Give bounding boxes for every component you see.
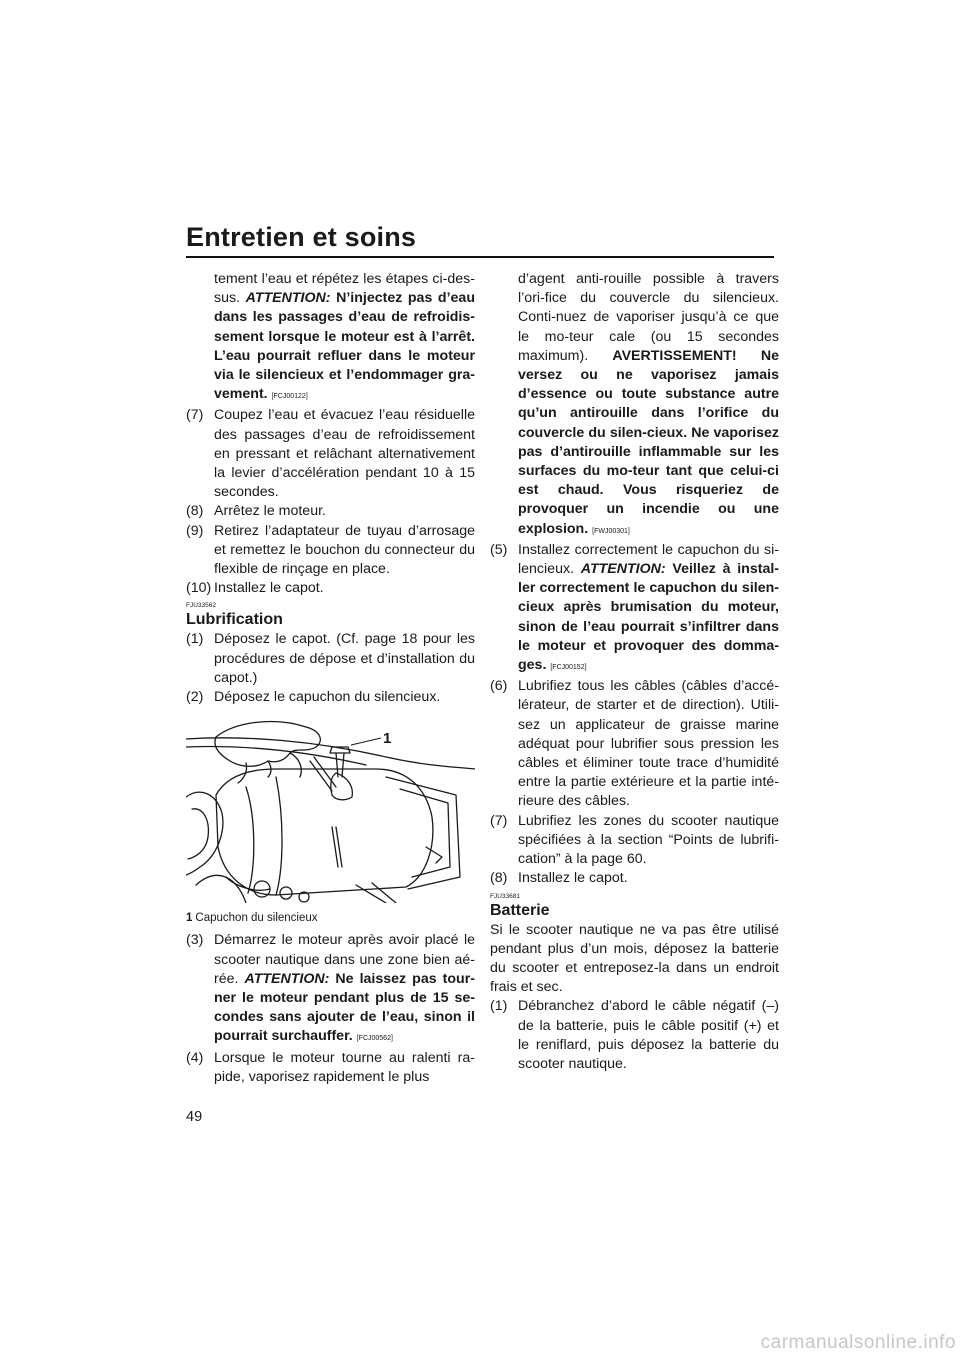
title-rule <box>186 256 774 258</box>
reference-code: [FCJ00562] <box>356 1035 393 1043</box>
list-item: (10) Installez le capot. <box>186 580 324 597</box>
list-item: (3) Démarrez le moteur après avoir placé le scooter nautique dans une zone bien aé-rée. ATTENTION: Ne laissez pas tour-ner le moteur pendant plus de 15 se-condes sans ajouter de l’eau, sinon il pourrait surchauffer. [FCJ00562] <box>186 932 475 1045</box>
list-item: (5) Installez correctement le capuchon du si-lencieux. ATTENTION: Veillez à instal-ler correctement le capuchon du silen-cieux après brumisation du moteur, sinon de l’eau pourrait s’infiltrer dans le moteur et provoquer des domma-ges. [FCJ00152] <box>490 541 780 674</box>
list-item: (6) Lubrifiez tous les câbles (câbles d’accé-lérateur, de starter et de direction). Utili-sez un applicateur de graisse marine adéquat pour lubrifier sous pression les câbles et éliminer toute trace d’humidité entre la partie extérieure et la partie inté-rieure des câbles. <box>490 678 779 810</box>
page-number: 49 <box>186 1109 203 1125</box>
muffler-cap-illustration <box>186 717 475 903</box>
list-item: (8) Installez le capot. <box>490 870 628 887</box>
figure-callout: 1 <box>383 730 392 748</box>
attention-label: ATTENTION: <box>244 970 330 987</box>
figure-caption: 1 Capuchon du silencieux <box>186 912 318 925</box>
list-item: (8) Arrêtez le moteur. <box>186 503 326 520</box>
list-item: (1) Débranchez d’abord le câble négatif (–) de la batterie, puis le câble positif (+) et le reniflard, puis déposez la batterie du scooter nautique. <box>490 998 779 1072</box>
continued-paragraph <box>490 270 779 541</box>
list-item: (7) Coupez l’eau et évacuez l’eau résiduelle des passages d’eau de refroidissement en pressant et relâchant alternativement la levier d’accélération pendant 10 à 15 secondes. <box>186 407 475 501</box>
section-code: FJU33681 <box>490 892 520 900</box>
left-column <box>186 270 475 1087</box>
page-title: Entretien et soins <box>186 222 417 252</box>
attention-label: ATTENTION: <box>580 561 666 578</box>
reference-code: [FWJ00301] <box>592 527 630 535</box>
right-column <box>490 270 779 1074</box>
list-item: (9) Retirez l’adaptateur de tuyau d’arrosage et remettez le bouchon du connecteur du flexible de rinçage en place. <box>186 522 475 578</box>
section-title-lubrification: Lubrification <box>186 611 283 629</box>
battery-intro: Si le scooter nautique ne va pas être utilisé pendant plus d’un mois, déposez la batterie du scooter et entreposez-la dans un endroit frais et sec. <box>490 921 779 996</box>
reference-code: [FCJ00122] <box>271 393 308 401</box>
attention-label: ATTENTION: <box>245 290 331 307</box>
list-item: (4) Lorsque le moteur tourne au ralenti ra-pide, vaporisez rapidement le plus <box>186 1049 475 1085</box>
continued-text: tement l’eau et répétez les étapes ci-des-sus. <box>214 271 475 307</box>
section-title-batterie: Batterie <box>490 901 550 919</box>
reference-code: [FCJ00152] <box>550 664 587 672</box>
attention-text: Veillez à instal-ler correctement le capuchon du silen-cieux après brumisation du moteur, sinon de l’eau pourrait s’infiltrer dans le moteur et provoquer des domma-ges. <box>518 561 780 674</box>
attention-text: N’injectez pas d’eau dans les passages d’eau de refroidis-sement lorsque le moteur est à l’arrêt. L’eau pourrait refluer dans le moteur via le silencieux et l’endommager gra-vement. <box>214 290 475 403</box>
continued-text: d’agent anti-rouille possible à travers l’ori-fice du couvercle du silencieux. Conti-nuez de vaporiser jusqu’à ce que le mo-teur cale (ou 15 secondes maximum). <box>518 271 779 364</box>
list-item: (7) Lubrifiez les zones du scooter nautique spécifiées à la section “Points de lubrifi-cation” à la page 60. <box>490 812 779 868</box>
continued-paragraph <box>186 270 475 406</box>
watermark: carmanualsonline.info <box>760 1332 956 1353</box>
list-item: (2) Déposez le capuchon du silencieux. <box>186 689 441 706</box>
warning-text: AVERTISSEMENT! Ne versez ou ne vaporisez jamais d’essence ou toute substance autre qu’un antirouille dans l’orifice du couvercle du silen-cieux. Ne vaporisez pas d’antirouille inflammable sur les surfaces du mo-teur tant que celui-ci est chaud. Vous risqueriez de provoquer un incendie ou une explosion. <box>518 347 779 537</box>
attention-text: Ne laissez pas tour-ner le moteur pendant plus de 15 se-condes sans ajouter de l’eau, sinon il pourrait surchauffer. <box>214 970 475 1045</box>
section-code: FJU33562 <box>186 602 216 610</box>
list-item: (1) Déposez le capot. (Cf. page 18 pour les procédures de dépose et d’installation du capot.) <box>186 631 475 686</box>
